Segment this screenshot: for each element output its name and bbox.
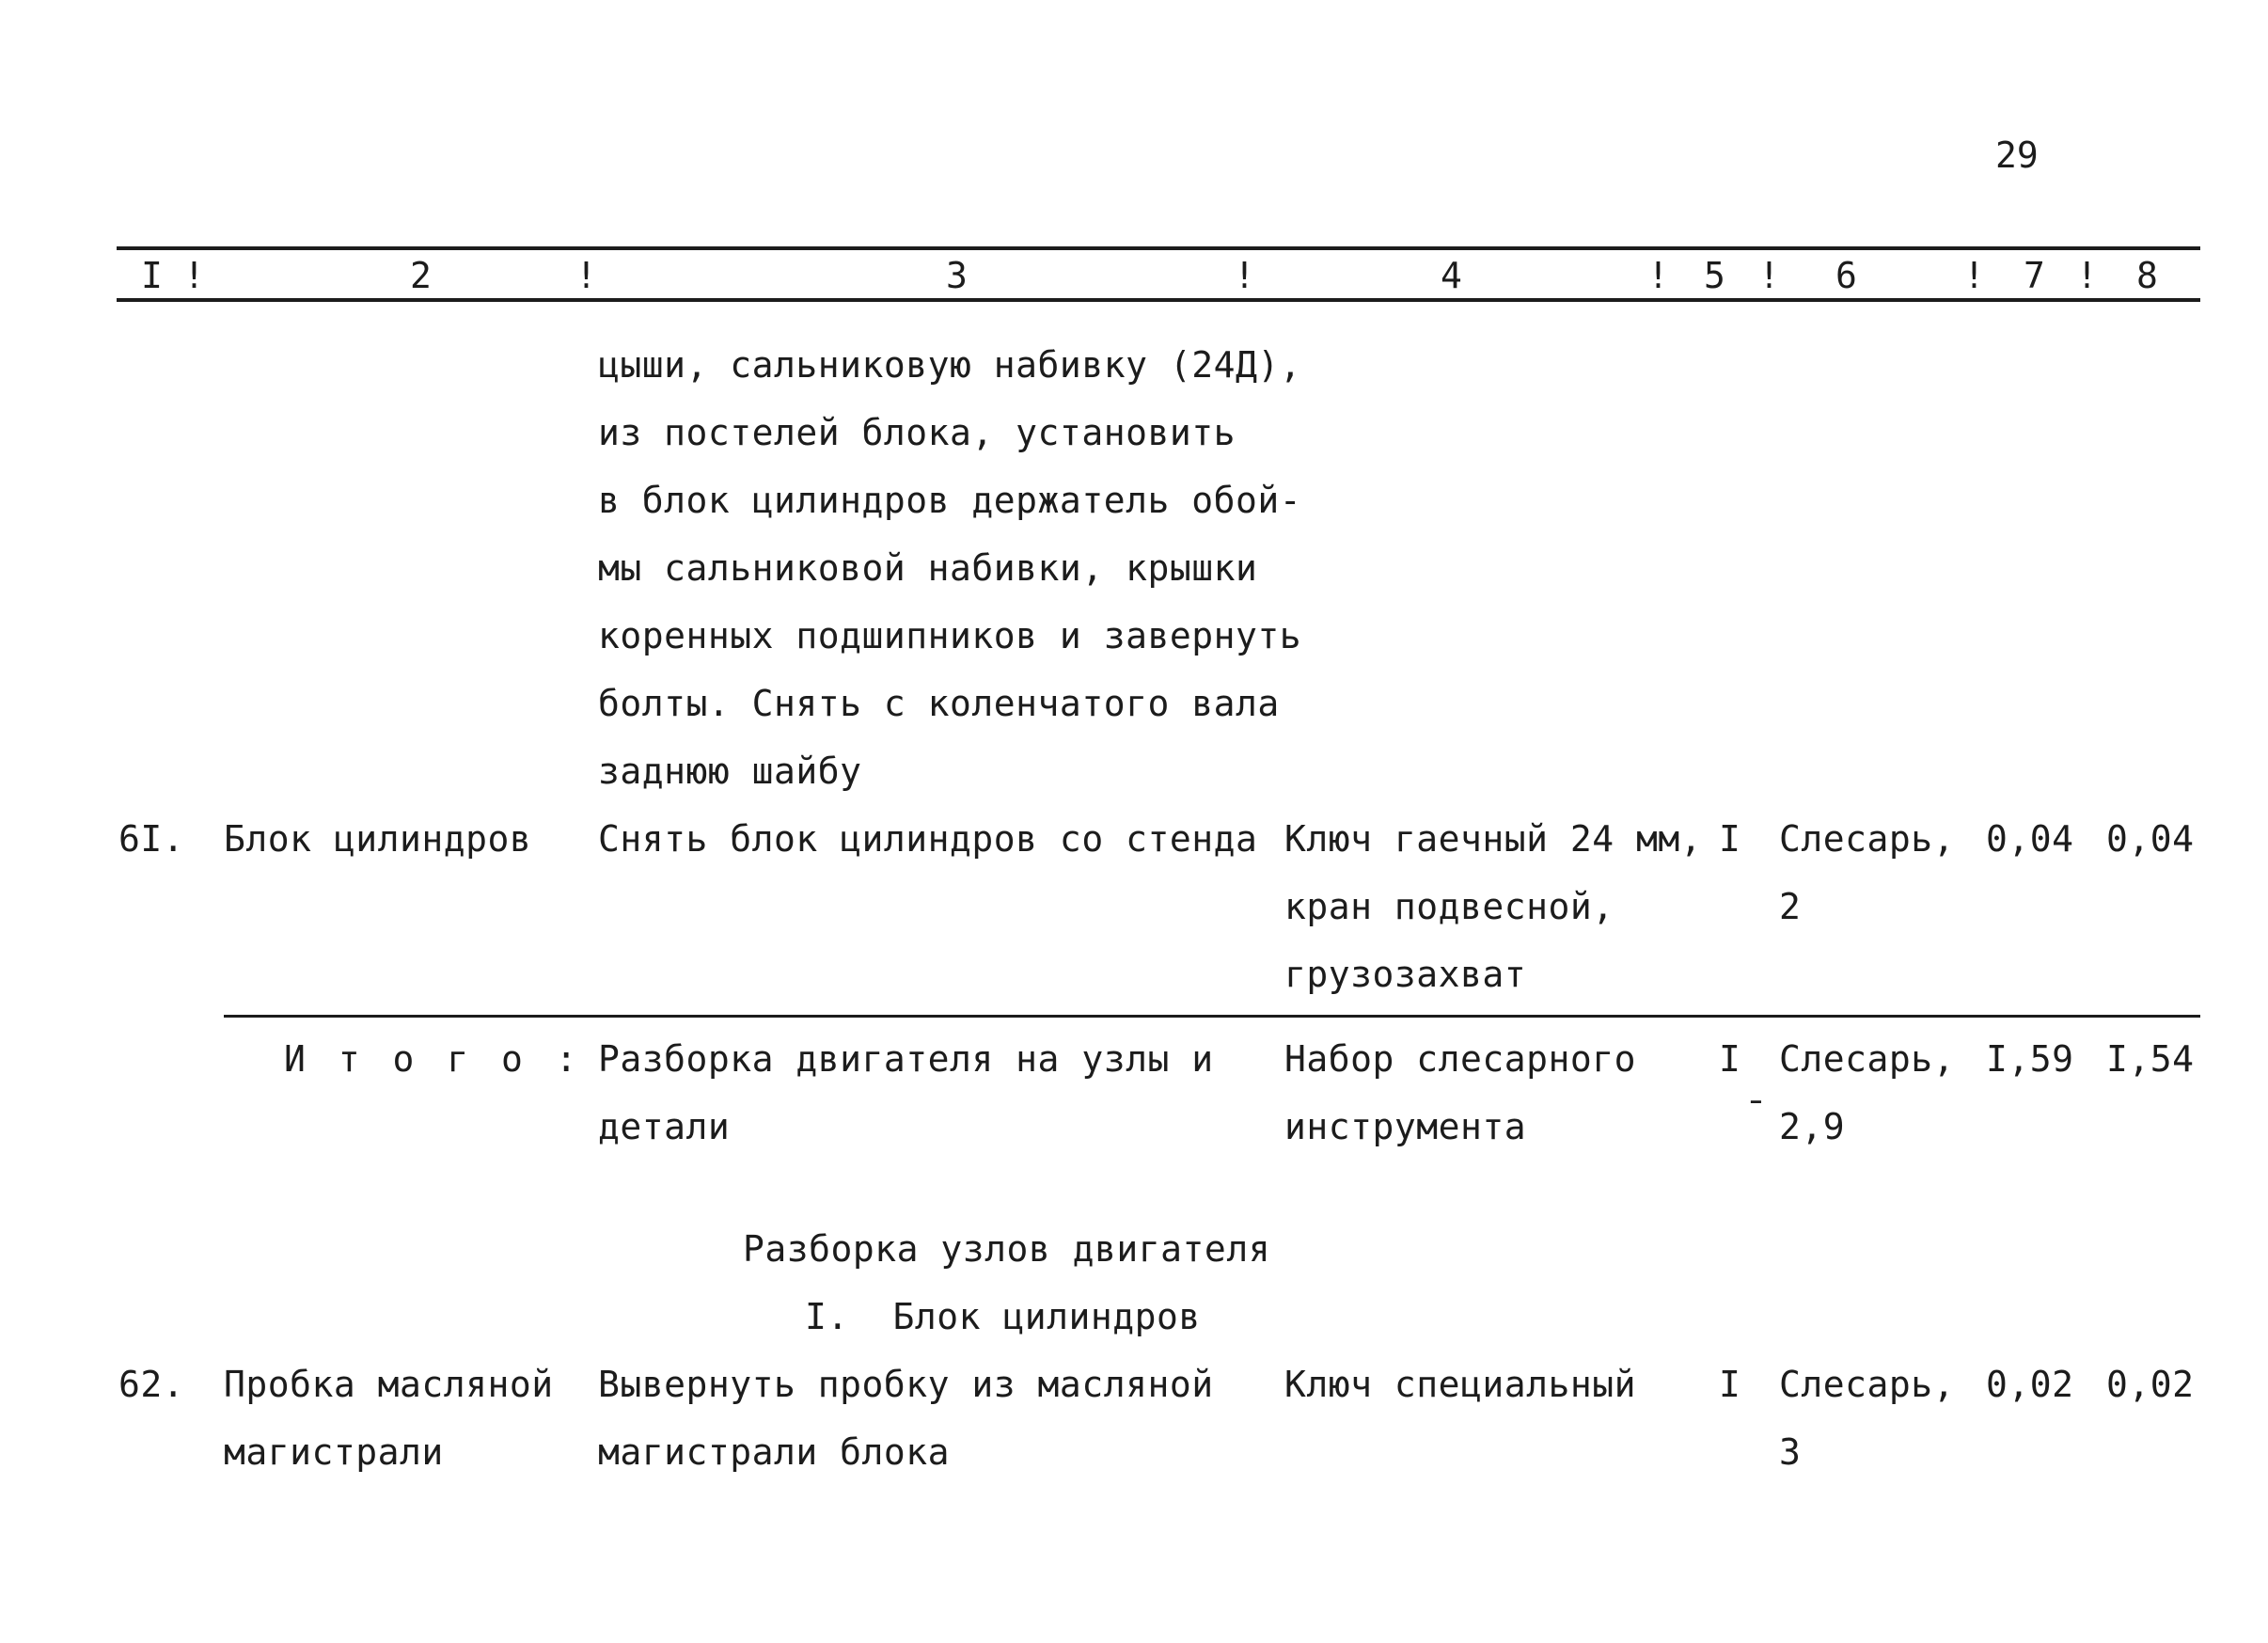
continuation-line: мы сальниковой набивки, крышки — [598, 547, 1258, 589]
worker-profession: Слесарь, — [1779, 818, 1956, 860]
page-number: 29 — [1995, 134, 2039, 176]
header-col-4: 4 — [1441, 255, 1462, 296]
operation-text: детали — [598, 1106, 731, 1147]
tool-line: Ключ гаечный 24 мм, — [1284, 818, 1703, 860]
header-col-7: 7 — [2024, 255, 2045, 296]
header-separator: ! — [183, 255, 205, 296]
worker-profession: Слесарь, — [1779, 1364, 1956, 1405]
operation-text: Снять блок цилиндров со стенда — [598, 818, 1258, 860]
part-name: Пробка масляной — [224, 1364, 554, 1405]
section-subtitle: I. Блок цилиндров — [805, 1296, 1201, 1337]
operation-text: Разборка двигателя на узлы и — [598, 1038, 1214, 1080]
continuation-line: в блок цилиндров держатель обой- — [598, 480, 1302, 521]
norm-time-7: I,59 — [1986, 1038, 2074, 1080]
header-separator: ! — [2076, 255, 2098, 296]
header-separator: ! — [1758, 255, 1780, 296]
norm-time-7: 0,04 — [1986, 818, 2074, 860]
operation-text: магистрали блока — [598, 1431, 951, 1473]
worker-grade: 3 — [1779, 1431, 1802, 1473]
tool-line: грузозахват — [1284, 954, 1527, 995]
norm-time-7: 0,02 — [1986, 1364, 2074, 1405]
range-dash: ¯ — [1745, 1095, 1768, 1136]
tool-line: Набор слесарного — [1284, 1038, 1637, 1080]
tool-line: Ключ специальный — [1284, 1364, 1637, 1405]
row-number: 6I. — [118, 818, 185, 860]
worker-profession: Слесарь, — [1779, 1038, 1956, 1080]
section-title: Разборка узлов двигателя — [743, 1228, 1271, 1270]
total-separator-rule — [224, 1015, 2200, 1018]
continuation-line: коренных подшипников и завернуть — [598, 615, 1302, 656]
header-col-5: 5 — [1704, 255, 1725, 296]
header-col-2: 2 — [410, 255, 432, 296]
header-separator: ! — [1647, 255, 1669, 296]
part-name: Блок цилиндров — [224, 818, 532, 860]
part-name: магистрали — [224, 1431, 444, 1473]
continuation-line: цыши, сальниковую набивку (24Д), — [598, 344, 1302, 386]
continuation-line: заднюю шайбу — [598, 750, 862, 792]
worker-grade: 2,9 — [1779, 1106, 1846, 1147]
header-separator: ! — [1963, 255, 1985, 296]
header-separator: ! — [1234, 255, 1255, 296]
worker-count: I — [1719, 818, 1741, 860]
total-label: И т о г о : — [284, 1038, 583, 1080]
header-col-6: 6 — [1835, 255, 1857, 296]
norm-time-8: 0,02 — [2106, 1364, 2195, 1405]
header-col-1: I — [141, 255, 163, 296]
header-col-3: 3 — [946, 255, 968, 296]
worker-grade: 2 — [1779, 886, 1802, 927]
norm-time-8: I,54 — [2106, 1038, 2195, 1080]
header-separator: ! — [575, 255, 597, 296]
tool-line: кран подвесной, — [1284, 886, 1614, 927]
worker-count: I — [1719, 1038, 1741, 1080]
continuation-line: болты. Снять с коленчатого вала — [598, 683, 1280, 724]
operation-text: Вывернуть пробку из масляной — [598, 1364, 1214, 1405]
tool-line: инструмента — [1284, 1106, 1527, 1147]
norm-time-8: 0,04 — [2106, 818, 2195, 860]
row-number: 62. — [118, 1364, 185, 1405]
worker-count: I — [1719, 1364, 1741, 1405]
header-col-8: 8 — [2136, 255, 2158, 296]
continuation-line: из постелей блока, установить — [598, 412, 1236, 453]
